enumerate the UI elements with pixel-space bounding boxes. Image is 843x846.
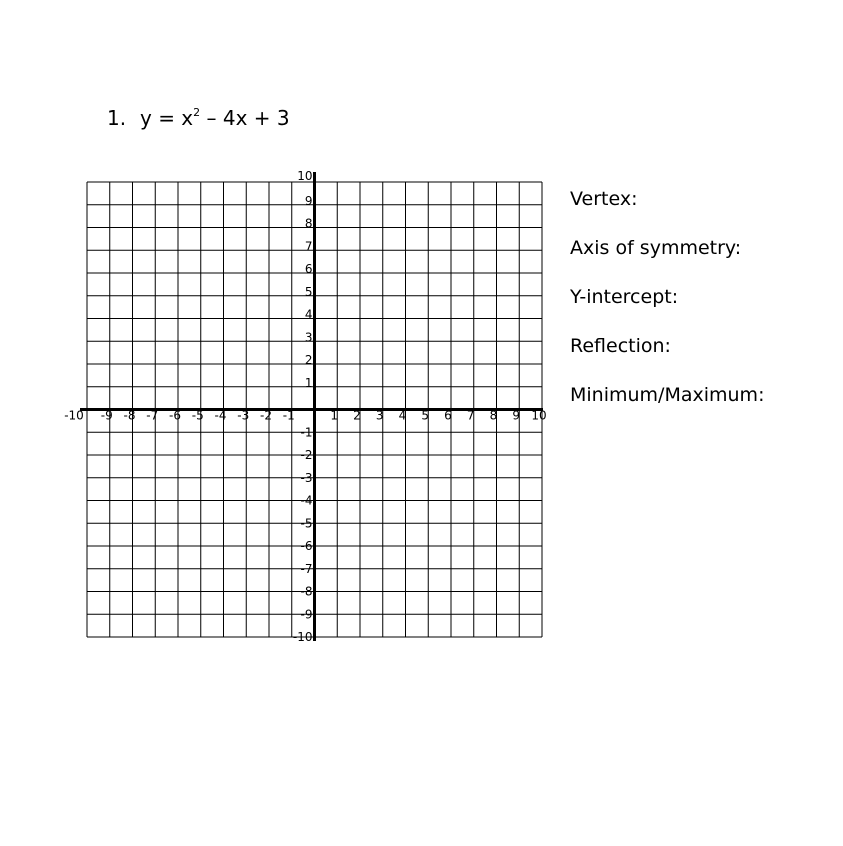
problem-number: 1. (107, 106, 127, 130)
x-tick-label: 1 (330, 408, 339, 423)
y-tick-label: -8 (300, 584, 313, 599)
x-tick-label: 6 (444, 408, 452, 423)
x-tick-label: 3 (375, 408, 384, 423)
x-tick-label: -2 (260, 408, 272, 423)
x-tick-label: 5 (421, 408, 430, 423)
y-tick-label: 4 (304, 307, 313, 322)
y-tick-label: 1 (304, 375, 313, 390)
question-min-max: Minimum/Maximum: (570, 384, 765, 406)
x-tick-label: -4 (214, 408, 227, 423)
question-reflection: Reflection: (570, 335, 671, 357)
x-tick-label: 2 (353, 408, 361, 423)
question-vertex: Vertex: (570, 188, 638, 210)
y-tick-label: -4 (300, 493, 313, 508)
x-tick-label: -9 (100, 408, 113, 423)
x-tick-label: -6 (169, 408, 181, 423)
x-tick-label: -5 (191, 408, 204, 423)
y-tick-label: 9 (304, 193, 313, 208)
x-tick-label: 7 (466, 408, 475, 423)
y-tick-label: 2 (304, 353, 313, 367)
y-tick-label: 5 (304, 284, 313, 299)
question-axis-of-symmetry: Axis of symmetry: (570, 237, 742, 259)
y-tick-label: 6 (304, 262, 313, 276)
y-tick-label: 7 (304, 239, 313, 254)
question-list (570, 185, 764, 430)
y-tick-label: -5 (300, 516, 313, 531)
equation-rhs: – 4x + 3 (200, 106, 290, 130)
x-tick-label: -3 (237, 408, 250, 423)
y-tick-label: -10 (292, 630, 313, 644)
x-tick-label: 8 (489, 408, 498, 423)
y-tick-label: 10 (297, 169, 313, 183)
x-tick-label: -10 (64, 408, 84, 423)
y-tick-label: 8 (304, 216, 313, 231)
x-tick-label: -7 (146, 408, 159, 423)
equation-lhs: y = x (140, 106, 194, 130)
equation-exponent: 2 (193, 106, 201, 119)
x-tick-label: 9 (512, 408, 521, 423)
y-tick-label: -7 (300, 561, 313, 576)
y-tick-label: -2 (300, 448, 313, 462)
x-tick-label: -1 (282, 408, 295, 423)
y-tick-label: -3 (300, 470, 313, 485)
x-tick-label: 4 (398, 408, 407, 423)
y-axis-labels (293, 169, 313, 644)
x-tick-label: 10 (531, 408, 547, 423)
y-tick-label: -6 (300, 539, 313, 553)
y-tick-label: 3 (304, 330, 313, 345)
y-tick-label: -9 (300, 607, 313, 622)
x-tick-label: -8 (123, 408, 136, 423)
y-tick-label: -1 (300, 425, 313, 440)
question-y-intercept: Y-intercept: (570, 286, 679, 308)
